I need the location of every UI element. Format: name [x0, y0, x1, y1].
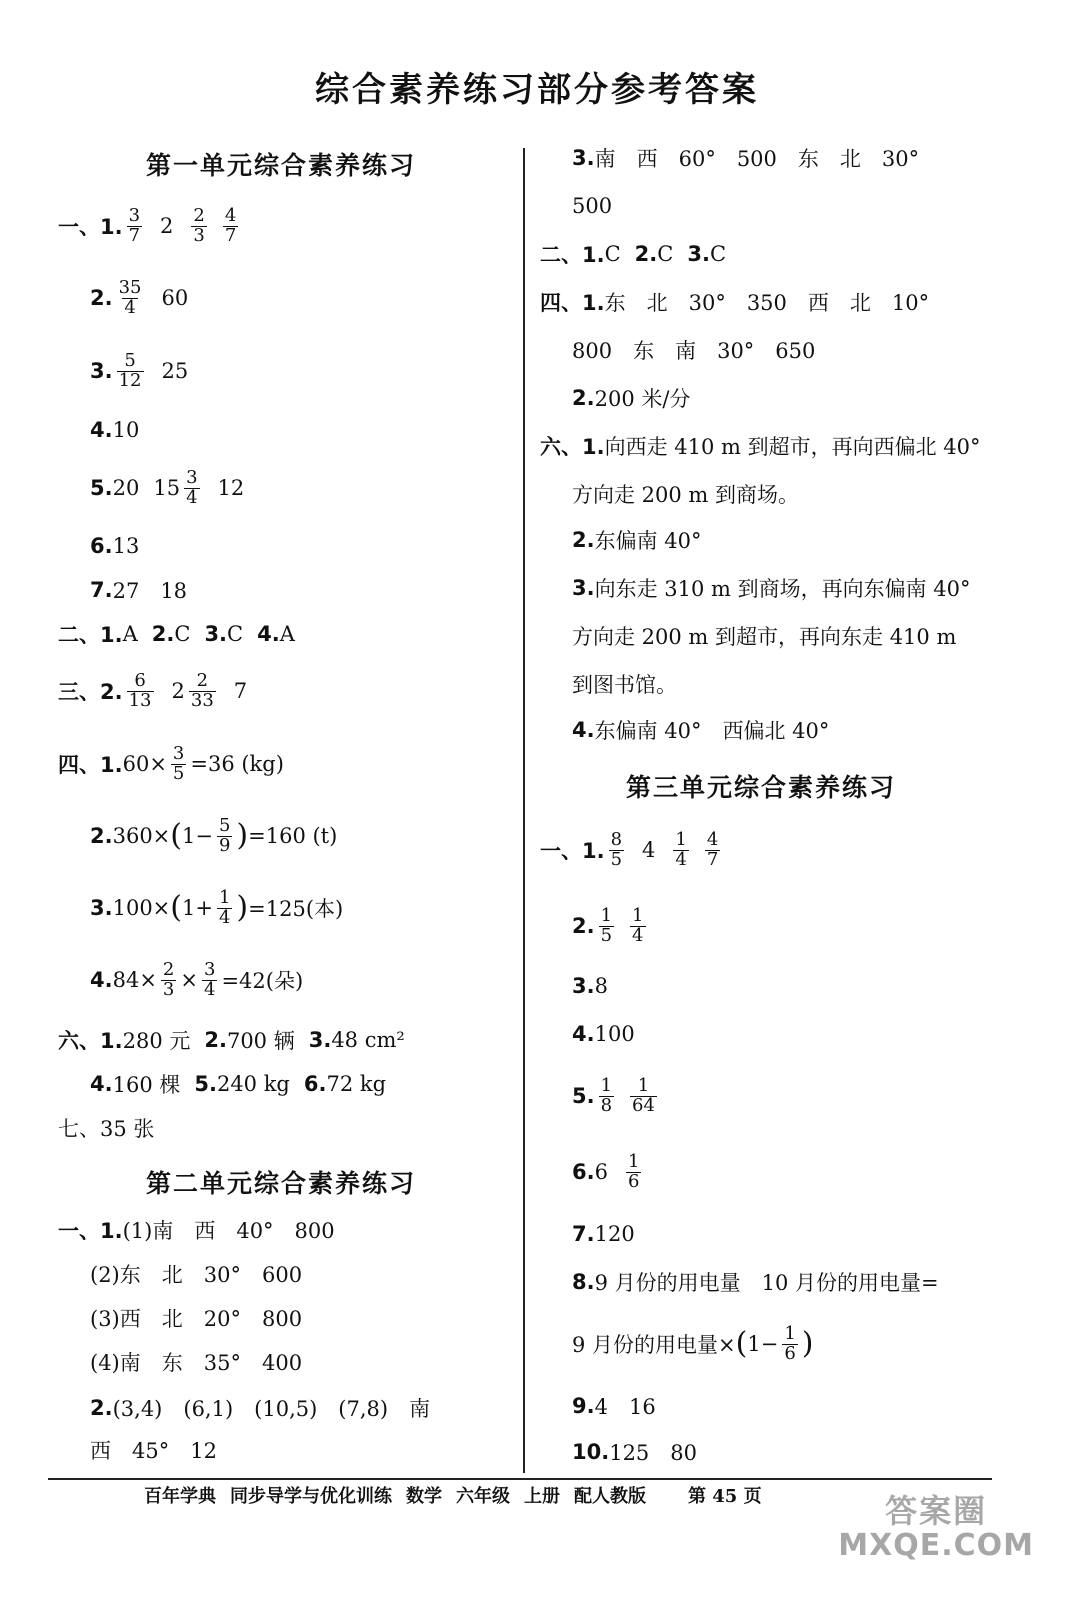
fraction: $\frac{6}{13}$	[128, 669, 152, 711]
answer-row: 4. 100	[572, 1022, 635, 1046]
footer-edition: 配人教版	[574, 1486, 646, 1507]
page-title: 综合素养练习部分参考答案	[315, 70, 759, 110]
fraction: $\frac{5}{12}$	[118, 349, 142, 391]
answer-row: 2. $\frac{35}{4}$ 60	[90, 276, 189, 318]
section-title-unit-3: 第三单元综合素养练习	[626, 773, 897, 802]
section-title-unit-2: 第二单元综合素养练习	[146, 1169, 417, 1198]
answer-row: 二、1. C 2. C 3. C	[540, 242, 727, 267]
answer-row: 西 45° 12	[90, 1439, 217, 1463]
answer-row: 2. $\frac{1}{5}$ $\frac{1}{4}$	[572, 904, 644, 946]
footer-book: 同步导学与优化训练	[230, 1486, 392, 1507]
fraction: $\frac{1}{6}$	[627, 1150, 640, 1192]
answer-row: 2. (3,4) (6,1) (10,5) (7,8) 南	[90, 1396, 431, 1421]
answer-row: 方向走 200 m 到超市，再向东走 410 m	[572, 625, 957, 649]
fraction: $\frac{1}{8}$	[600, 1074, 613, 1116]
footer-rule	[48, 1478, 992, 1480]
answer-row: 10. 125 80	[572, 1440, 698, 1465]
fraction: $\frac{3}{5}$	[172, 742, 185, 784]
answer-row: 9 月份的用电量× ( 1− $\frac{1}{6}$ )	[572, 1322, 814, 1364]
answer-row: 5. $\frac{1}{8}$ $\frac{1}{64}$	[572, 1074, 655, 1116]
answer-row: (2)东 北 30° 600	[90, 1263, 303, 1287]
fraction: $\frac{5}{9}$	[218, 814, 231, 856]
fraction: $\frac{4}{7}$	[706, 828, 719, 870]
answer-row: (4)南 东 35° 400	[90, 1351, 303, 1375]
answer-row: 二、1. A 2. C 3. C 4. A	[58, 622, 295, 647]
fraction: $\frac{1}{4}$	[218, 886, 231, 928]
fraction: $\frac{1}{5}$	[600, 904, 613, 946]
answer-row: 一、1. $\frac{8}{5}$ 4 $\frac{1}{4}$ $\frac{4}{7}$	[540, 828, 719, 870]
answer-row: 3. $\frac{5}{12}$ 25	[90, 349, 189, 391]
fraction: $\frac{3}{4}$	[186, 466, 198, 508]
answer-row: (3)西 北 20° 800	[90, 1307, 303, 1331]
fraction: $\frac{2}{33}$	[190, 669, 214, 711]
answer-row: 5. 20 15 $\frac{3}{4}$ 12	[90, 466, 245, 508]
answer-row: 7. 27 18	[90, 578, 188, 603]
answer-row: 四、1. 60× $\frac{3}{5}$ =36 (kg)	[58, 742, 284, 784]
fraction: $\frac{3}{4}$	[203, 958, 216, 1000]
column-divider	[523, 148, 525, 1473]
fraction: $\frac{2}{3}$	[193, 204, 205, 246]
answer-row: 一、1. $\frac{3}{7}$ 2 $\frac{2}{3}$ $\frac{4}{7}$	[58, 204, 237, 246]
fraction: $\frac{35}{4}$	[118, 276, 142, 318]
answer-row: 一、1. (1)南 西 40° 800	[58, 1219, 335, 1243]
answer-row: 到图书馆。	[572, 673, 677, 697]
fraction: $\frac{1}{4}$	[632, 904, 644, 946]
answer-row: 4. 84× $\frac{2}{3}$ × $\frac{3}{4}$ =42(朵)	[90, 958, 304, 1000]
fraction: $\frac{3}{7}$	[128, 204, 141, 246]
answer-row: 9. 4 16	[572, 1394, 656, 1419]
watermark-logo: 答案圈 MXQE.COM	[838, 1492, 1034, 1563]
answer-row: 六、1. 280 元 2. 700 辆 3. 48 cm²	[58, 1028, 405, 1053]
answer-row: 3. 向东走 310 m 到商场，再向东偏南 40°	[572, 576, 971, 601]
answer-row: 七、35 张	[58, 1117, 155, 1141]
answer-row: 3. 南 西 60° 500 东 北 30°	[572, 146, 920, 171]
answer-row: 四、1. 东 北 30° 350 西 北 10°	[540, 291, 930, 315]
fraction: $\frac{2}{3}$	[162, 958, 175, 1000]
answer-row: 4. 10	[90, 418, 140, 442]
answer-row: 6. 13	[90, 534, 140, 558]
footer-grade: 六年级	[456, 1486, 510, 1507]
answer-row: 六、1. 向西走 410 m 到超市，再向西偏北 40°	[540, 435, 981, 459]
section-title-unit-1: 第一单元综合素养练习	[146, 151, 417, 180]
answer-row: 8. 9 月份的用电量 10 月份的用电量=	[572, 1270, 939, 1295]
fraction: $\frac{1}{64}$	[632, 1074, 655, 1116]
answer-row: 7. 120	[572, 1222, 635, 1246]
answer-row: 4. 160 棵 5. 240 kg 6. 72 kg	[90, 1072, 387, 1097]
answer-row: 3. 8	[572, 974, 608, 998]
answer-row: 方向走 200 m 到商场。	[572, 483, 800, 507]
answer-row: 3. 100× ( 1+ $\frac{1}{4}$ ) =125(本)	[90, 886, 344, 928]
fraction: $\frac{8}{5}$	[610, 828, 623, 870]
answer-row: 6. 6 $\frac{1}{6}$	[572, 1150, 640, 1192]
fraction: $\frac{1}{6}$	[784, 1322, 796, 1364]
page-number: 第 45 页	[688, 1486, 762, 1507]
fraction: $\frac{4}{7}$	[224, 204, 237, 246]
answer-row: 800 东 南 30° 650	[572, 339, 816, 363]
answer-row: 500	[572, 194, 613, 218]
footer	[144, 1482, 762, 1508]
footer-brand: 百年学典	[144, 1486, 216, 1507]
answer-row: 2. 东偏南 40°	[572, 528, 702, 553]
footer-volume: 上册	[524, 1486, 560, 1507]
footer-subject: 数学	[406, 1486, 442, 1507]
answer-row: 三、2. $\frac{6}{13}$ 2 $\frac{2}{33}$ 7	[58, 669, 248, 711]
answer-row: 2. 200 米/分	[572, 386, 691, 411]
answer-row: 4. 东偏南 40° 西偏北 40°	[572, 718, 830, 743]
answer-row: 2. 360× ( 1− $\frac{5}{9}$ ) =160 (t)	[90, 814, 338, 856]
fraction: $\frac{1}{4}$	[675, 828, 687, 870]
